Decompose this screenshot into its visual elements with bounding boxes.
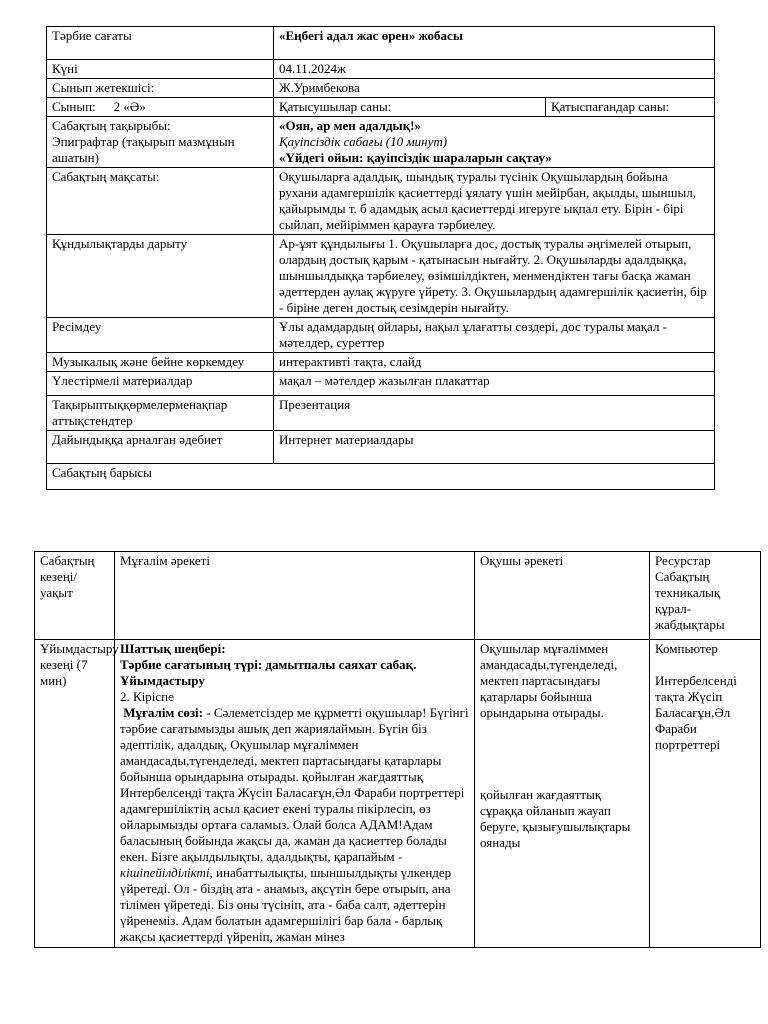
student-text-1: Оқушылар мұғаліммен амандасады,түгенделеді, мектеп партасындағы қатарлары бойынша орындарына отырады. bbox=[480, 641, 618, 720]
exhibit-label: Тақырыптыққөрмелерменақпар аттықстендтер bbox=[47, 396, 274, 431]
topic-label-line2: Эпиграфтар (тақырып мазмұнын ашатын) bbox=[52, 134, 235, 165]
teacher-speech-label: Мұғалім сөзі: bbox=[123, 705, 203, 720]
topic-label-line1: Сабақтың тақырыбы: bbox=[52, 118, 171, 133]
teacher-value: Ж.Уримбекова bbox=[274, 79, 715, 98]
event-label: Тәрбие сағаты bbox=[47, 27, 274, 60]
values-value: Ар-ұят құндылығы 1. Оқушыларға дос, достық туралы әңгімелей отырып, олардың достық қарым - қатынасын нығайту. 2. Оқушыларды адалдыққа, шыншылдыққа тәрбиелеу, өзімшілдіктен, менмендіктен тағы басқа жаман әдеттерден аулақ жүруге үйрету. 3. Оқушылардың адамгершілік қасиетін, бір - біріне деген достық сезімдерін нығайту. bbox=[274, 235, 715, 318]
topic-title: «Оян, ар мен адалдық!» bbox=[279, 118, 422, 133]
topic-value bbox=[274, 117, 715, 168]
class-label: Сынып: bbox=[52, 99, 96, 114]
goal-label: Сабақтың мақсаты: bbox=[47, 168, 274, 235]
teacher-heading-2: Тәрбие сағатының түрі: дамытпалы саяхат сабақ. Ұйымдастыру bbox=[120, 657, 417, 688]
header-stage: Сабақтың кезеңі/ уақыт bbox=[35, 552, 115, 640]
values-label: Құндылықтарды дарыту bbox=[47, 235, 274, 318]
resources-text-2: Интербелсенді тақта Жүсіп Баласағұн,Әл Фараби портреттері bbox=[655, 673, 737, 752]
design-label: Ресімдеу bbox=[47, 318, 274, 353]
teacher-speech-text-1: - Сәлеметсіздер ме құрметті оқушылар! Бүгінгі тәрбие сағатымызды ашық деп жариялаймын. Бүгін біз әдептілік, адалдық, Оқушылар мұғаліммен амандасады,түгенделеді, мектеп партасындағы қатарлары бойынша орындарына отырады. қойылған жағдаяттық Интербелсенді тақта Жүсіп Баласағұн,Әл Фараби портреттері адамгершіліктің асыл қасиет екені туралы пікірлесіп, өз ойларымызды ортаға саламыз. Олай болса АДАМ!Адам баласының бойында жақсы да, жаман да қасиеттер болады екен. Бізге ақылдылықты, адалдықты, қарапайым - bbox=[120, 705, 469, 864]
handout-value: мақал – мәтелдер жазылған плакаттар bbox=[274, 372, 715, 396]
progress-label: Сабақтың барысы bbox=[47, 464, 715, 490]
teacher-heading-1: Шаттық шеңбері: bbox=[120, 641, 226, 656]
table-row bbox=[35, 640, 761, 948]
lesson-progress-table bbox=[34, 551, 761, 948]
resources-cell bbox=[650, 640, 761, 948]
music-value: интерактивті тақта, слайд bbox=[274, 353, 715, 372]
header-student: Оқушы әрекеті bbox=[475, 552, 650, 640]
teacher-intro-line: 2. Кіріспе bbox=[120, 689, 174, 704]
topic-label bbox=[47, 117, 274, 168]
class-value: 2 «Ә» bbox=[113, 99, 146, 114]
student-cell bbox=[475, 640, 650, 948]
teacher-cell bbox=[115, 640, 475, 948]
music-label: Музыкалық және бейне көркемдеу bbox=[47, 353, 274, 372]
exhibit-value: Презентация bbox=[274, 396, 715, 431]
lit-label: Дайындыққа арналған әдебиет bbox=[47, 431, 274, 464]
date-value: 04.11.2024ж bbox=[274, 60, 715, 79]
event-title: «Еңбегі адал жас өрен» жобасы bbox=[274, 27, 715, 60]
header-teacher: Мұғалім әрекеті bbox=[115, 552, 475, 640]
topic-subtitle: Қауіпсіздік сабағы (10 минут) bbox=[279, 134, 448, 149]
handout-label: Үлестірмелі материалдар bbox=[47, 372, 274, 396]
date-label: Күні bbox=[47, 60, 274, 79]
goal-value: Оқушыларға адалдық, шындық туралы түсінік Оқушылардың бойына рухани адамгершілік қасиеттерді ұялату үшін мейірбан, ақылды, шыншыл, қайырымды т. б адамдық асыл қасиеттерді игеруге ықпал ету. Бірін - бірі сыйлап, мейіріммен қарауға тәрбиелеу. bbox=[274, 168, 715, 235]
class-cell bbox=[47, 98, 274, 117]
stage-cell: Ұйымдастыру кезеңі (7 мин) bbox=[35, 640, 115, 948]
design-value: Ұлы адамдардың ойлары, нақыл ұлағатты сөздері, дос туралы мақал - мәтелдер, суреттер bbox=[274, 318, 715, 353]
topic-epigraph: «Үйдегі ойын: қауіпсіздік шараларын сақтау» bbox=[279, 150, 552, 165]
student-text-2: қойылған жағдаяттық сұраққа ойланып жауап беруге, қызығушылықтары оянады bbox=[480, 787, 631, 850]
resources-text-1: Компьютер bbox=[655, 641, 718, 656]
header-resources: Ресурстар Сабақтың техникалық құрал-жабдықтары bbox=[650, 552, 761, 640]
teacher-paragraph bbox=[120, 705, 469, 945]
present-label: Қатысушылар саны: bbox=[274, 98, 546, 117]
lit-value: Интернет материалдары bbox=[274, 431, 715, 464]
lesson-info-table bbox=[46, 26, 715, 490]
teacher-label: Сынып жетекшісі: bbox=[47, 79, 274, 98]
teacher-speech-text-2: , инабаттылықты, шыншылдықты үлкендер үйретеді. Ол - біздің ата - анамыз, ақсүтін бере отырып, ана тілімен үйретеді. Біз оны түсініп, ата - баба салт, әдеттерін үйренеміз. Адам болатын адамгершілігі бар бала - барлық жақсы қасиеттерді үйреніп, жаман мінез bbox=[120, 865, 452, 944]
teacher-speech-italic: кішіпейілділікті bbox=[120, 865, 210, 880]
absent-label: Қатыспағандар саны: bbox=[546, 98, 715, 117]
